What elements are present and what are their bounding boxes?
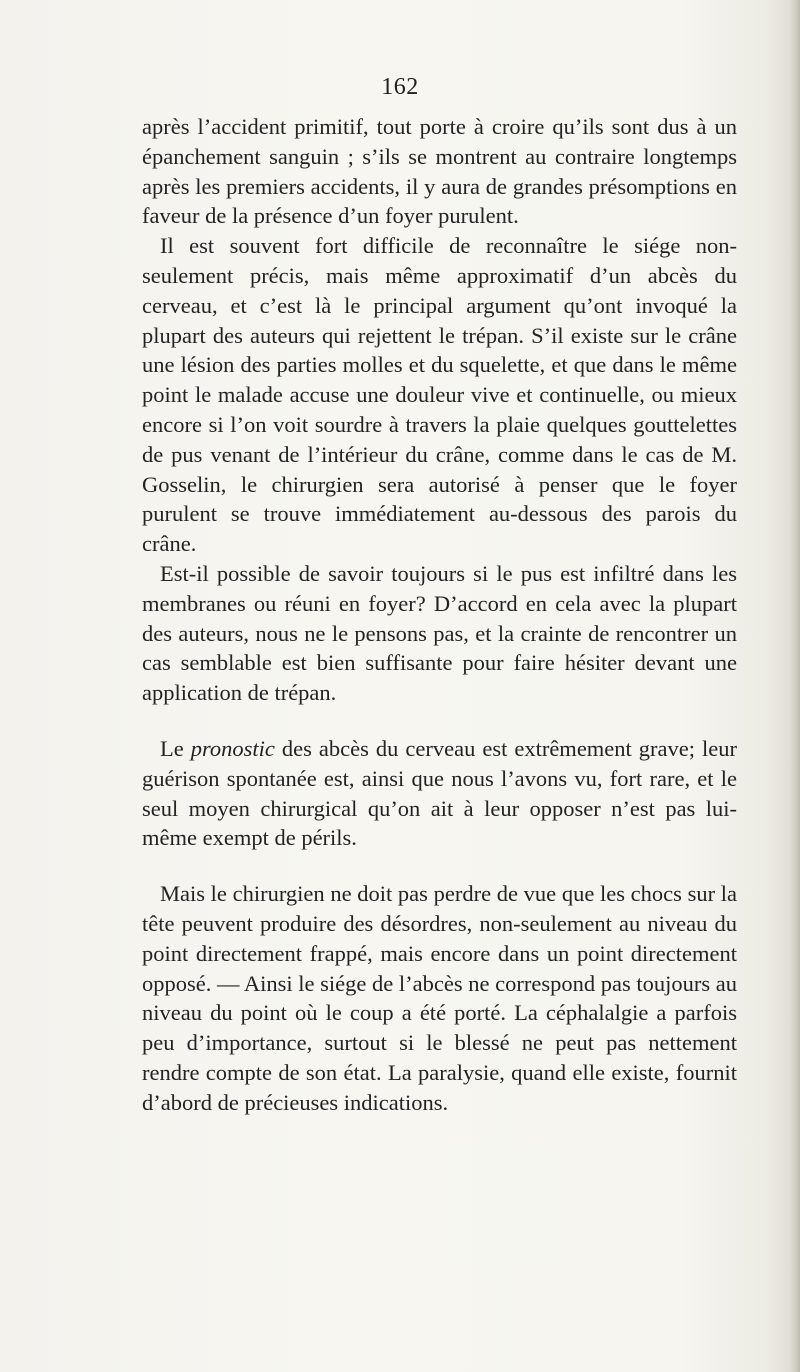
paragraph-4-italic-term: pronostic — [190, 735, 275, 761]
paragraph-4-lead: Le — [160, 735, 191, 761]
paragraph-2: Il est souvent fort difficile de reconnaître le siége non-seulement précis, mais même approximatif d’un abcès du cerveau, et c’est là le principal argument qu’ont invoqué la plupart des auteurs qui rejettent le trépan. S’il existe sur le crâne une lésion des parties molles et du squelette, et que dans le même point le malade accuse une douleur vive et continuelle, ou mieux encore si l’on voit sourdre à travers la plaie quelques gouttelettes de pus venant de l’intérieur du crâne, comme dans le cas de M. Gosselin, le chirurgien sera autorisé à penser que le foyer purulent se trouve immédiatement au-dessous des parois du crâne. — [142, 233, 737, 557]
paragraph-1: après l’accident primitif, tout porte à croire qu’ils sont dus à un épanchement sanguin ; s’ils se montrent au contraire longtemps après les premiers accidents, il y aura de grandes présomptions en faveur de la présence d’un foyer purulent. — [142, 114, 737, 229]
body-text — [142, 112, 737, 1118]
paragraph-3: Est-il possible de savoir toujours si le pus est infiltré dans les membranes ou réuni en foyer? D’accord en cela avec la plupart des auteurs, nous ne le pensons pas, et la crainte de rencontrer un cas semblable est bien suffisante pour faire hésiter devant une application de trépan. — [142, 560, 737, 706]
paragraph-4-text: des abcès du cerveau est extrêmement grave; leur guérison spontanée est, ainsi que nous l’avons vu, fort rare, et le seul moyen chirurgical qu’on ait à leur opposer n’est pas lui-même exempt de périls. — [142, 735, 737, 851]
paragraph-4 — [142, 734, 737, 853]
page-number: 162 — [381, 74, 419, 100]
page-edge-shadow — [790, 0, 800, 1372]
paragraph-5: Mais le chirurgien ne doit pas perdre de vue que les chocs sur la tête peuvent produire des désordres, non-seulement au niveau du point directement frappé, mais encore dans un point directement opposé. — Ainsi le siége de l’abcès ne correspond pas toujours au niveau du point où le coup a été porté. La céphalalgie a parfois peu d’importance, surtout si le blessé ne peut pas nettement rendre compte de son état. La paralysie, quand elle existe, fournit d’abord de précieuses indications. — [142, 881, 737, 1115]
